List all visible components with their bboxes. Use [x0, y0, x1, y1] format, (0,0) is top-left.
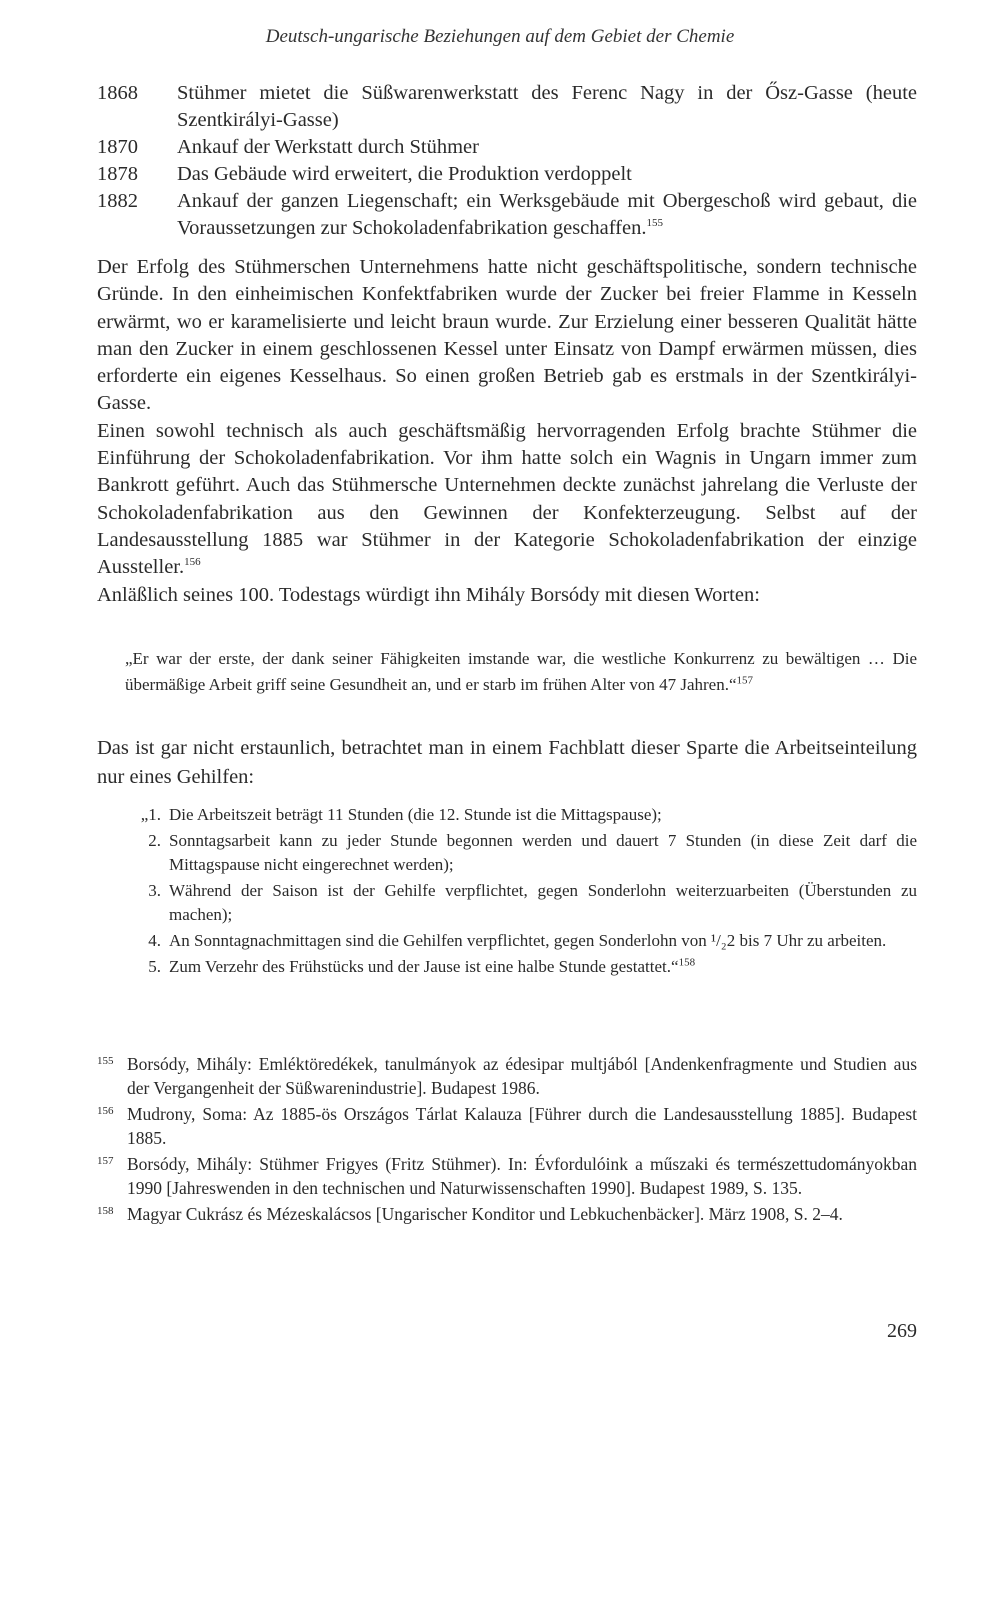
body-paragraphs: [97, 254, 917, 609]
chronology-list: [97, 80, 917, 242]
footnote-ref[interactable]: 156: [184, 556, 201, 569]
list-item: [125, 879, 917, 927]
footnote-number: 156: [97, 1105, 114, 1117]
list-item-text: An Sonntagnachmittagen sind die Gehilfen verpflichtet, gegen Sonderlohn von ¹/₂2 bis 7 Uhr zu arbeiten.: [169, 931, 887, 950]
entry-year: 1870: [97, 136, 138, 158]
list-item: [125, 929, 917, 953]
entry-text-body: Ankauf der ganzen Liegenschaft; ein Werksgebäude mit Obergeschoß wird gebaut, die Voraussetzungen zur Schokoladenfabrikation geschaffen.: [177, 190, 917, 239]
footnote-text: Borsódy, Mihály: Emléktöredékek, tanulmányok az édesipar multjából [Andenkenfragmente und Studien aus der Vergangenheit der Süßwarenindustrie]. Budapest 1986.: [127, 1054, 917, 1098]
paragraph: Das ist gar nicht erstaunlich, betrachtet man in einem Fachblatt dieser Sparte die Arbeitseinteilung nur eines Gehilfen:: [97, 737, 917, 788]
running-title: Deutsch-ungarische Beziehungen auf dem Gebiet der Chemie: [265, 26, 735, 47]
footnote-text: Mudrony, Soma: Az 1885-ös Országos Tárlat Kalauza [Führer durch die Landesausstellung 1885]. Budapest 1885.: [127, 1104, 917, 1148]
list-item-body: Zum Verzehr des Frühstücks und der Jause ist eine halbe Stunde gestattet.“: [169, 957, 679, 976]
footnote: [97, 1052, 917, 1100]
footnote: [97, 1152, 917, 1200]
footnotes: [97, 1052, 917, 1228]
list-item: [125, 803, 917, 827]
paragraph-text: Einen sowohl technisch als auch geschäftsmäßig hervorragenden Erfolg brachte Stühmer die Einführung der Schokoladenfabrikation. Vor ihm hatte solch ein Wagnis in Ungarn immer zum Bankrott geführt. Auch das Stühmersche Unternehmen deckte zunächst jahrelang die Verluste der Schokoladenfabrikation aus den Gewinnen der Konfekterzeugung. Selbst auf der Landesausstellung 1885 war Stühmer in der Kategorie Schokoladenfabrikation der einzige Aussteller.: [97, 419, 917, 579]
list-item-number: 5.: [148, 957, 161, 976]
chronology-entry: [97, 188, 917, 242]
chronology-entry: [97, 134, 917, 161]
entry-text: Stühmer mietet die Süßwarenwerkstatt des Ferenc Nagy in der Ősz-Gasse (heute Szentkirályi-Gasse): [177, 82, 917, 131]
chronology-entry: [97, 80, 917, 134]
footnote-number: 155: [97, 1055, 114, 1067]
paragraph: Der Erfolg des Stühmerschen Unternehmens hatte nicht geschäftspolitische, sondern technische Gründe. In den einheimischen Konfektfabriken wurde der Zucker bei freier Flamme in Kesseln erwärmt, wo er karamelisierte und leicht braun wurde. Zur Erzielung einer besseren Qualität hätte man den Zucker in einem geschlossenen Kessel unter Einsatz von Dampf erwärmen müssen, dies erforderte ein eigenes Kesselhaus. So einen großen Betrieb gab es erstmals in der Szentkirályi-Gasse.: [97, 256, 917, 415]
paragraph: [97, 418, 917, 582]
block-quote: [125, 646, 917, 698]
work-rules-list: [125, 803, 917, 981]
list-item-text: Die Arbeitszeit beträgt 11 Stunden (die 12. Stunde ist die Mittagspause);: [169, 805, 662, 824]
entry-year: 1882: [97, 190, 138, 212]
page-number: 269: [887, 1320, 917, 1342]
chronology-entry: [97, 161, 917, 188]
list-item-text: Während der Saison ist der Gehilfe verpflichtet, gegen Sonderlohn weiterzuarbeiten (Überstunden zu machen);: [169, 881, 917, 924]
footnote: [97, 1202, 917, 1226]
entry-text: Das Gebäude wird erweitert, die Produktion verdoppelt: [177, 163, 632, 185]
list-item-number: 4.: [148, 931, 161, 950]
list-item-number: 3.: [148, 881, 161, 900]
paragraph: Anläßlich seines 100. Todestags würdigt ihn Mihály Borsódy mit diesen Worten:: [97, 583, 760, 606]
footnote-number: 157: [97, 1155, 114, 1167]
entry-year: 1878: [97, 163, 138, 185]
list-item-text: [169, 955, 917, 979]
footnote-ref[interactable]: 158: [678, 956, 696, 969]
list-item: [125, 829, 917, 877]
footnote-text: Borsódy, Mihály: Stühmer Frigyes (Fritz Stühmer). In: Évfordulóink a műszaki és természettudományokban 1990 [Jahreswenden in den technischen und Naturwissenschaften 1990]. Budapest 1989, S. 135.: [127, 1154, 917, 1198]
footnote: [97, 1102, 917, 1150]
entry-text: Ankauf der Werkstatt durch Stühmer: [177, 136, 479, 158]
list-item-number: 2.: [148, 831, 161, 850]
footnote-ref[interactable]: 157: [736, 674, 754, 687]
entry-text: [177, 188, 917, 242]
list-item: [125, 955, 917, 979]
footnote-ref[interactable]: 155: [646, 217, 663, 230]
list-item-text: Sonntagsarbeit kann zu jeder Stunde begonnen werden und dauert 7 Stunden (in diese Zeit darf die Mittagspause nicht eingerechnet werden);: [169, 831, 917, 874]
list-item-number: „1.: [140, 805, 161, 824]
footnote-text: Magyar Cukrász és Mézeskalácsos [Ungarischer Konditor und Lebkuchenbäcker]. März 1908, S. 2–4.: [127, 1204, 843, 1224]
footnote-number: 158: [97, 1205, 114, 1217]
entry-year: 1868: [97, 82, 138, 104]
quote-text: „Er war der erste, der dank seiner Fähigkeiten imstande war, die westliche Konkurrenz zu bewältigen … Die übermäßige Arbeit griff seine Gesundheit an, und er starb im frühen Alter von 47 Jahren.“: [125, 649, 917, 694]
